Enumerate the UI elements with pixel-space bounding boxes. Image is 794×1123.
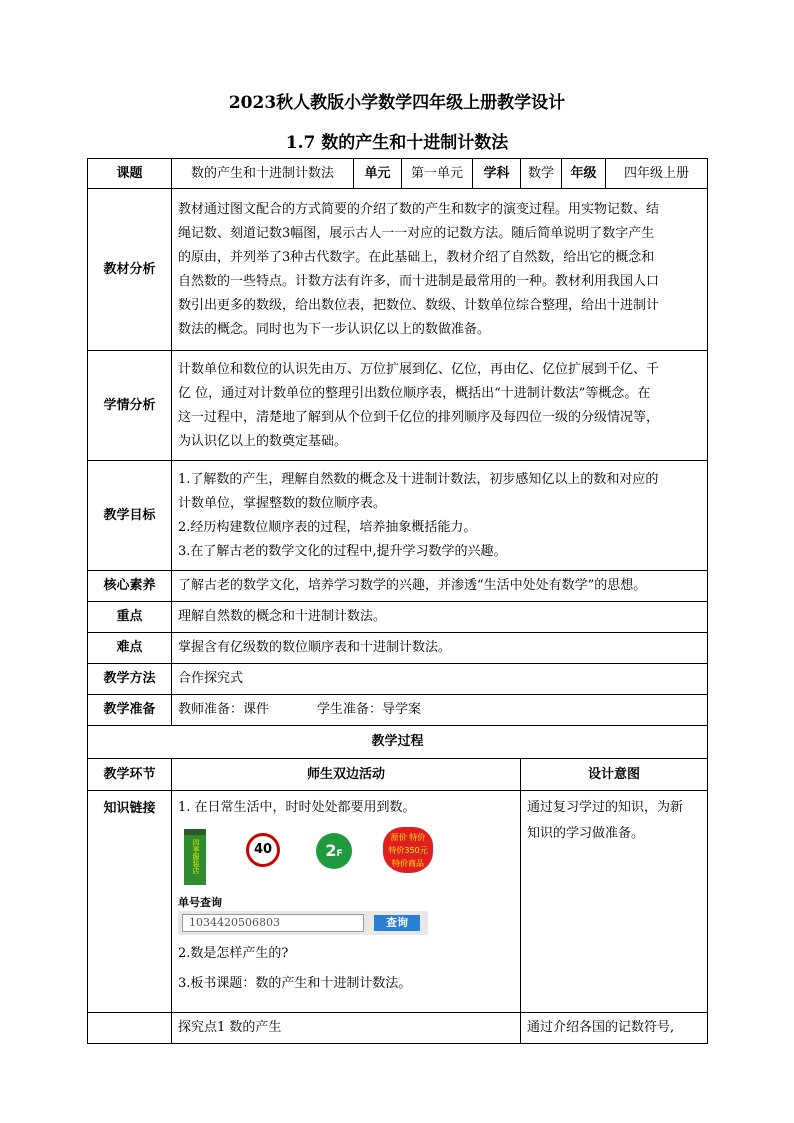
textbook-analysis-row	[88, 189, 708, 351]
preparation-label: 教学准备	[88, 695, 172, 726]
difficulty-row	[88, 633, 708, 664]
text-line: 计数单位，掌握整数的数位顺序表。	[178, 495, 387, 511]
text-line: 1.了解数的产生，理解自然数的概念及十进制计数法，初步感知亿以上的数和对应的	[178, 471, 659, 487]
grade-label: 年级	[562, 159, 606, 189]
tracking-query-widget	[178, 895, 428, 935]
lesson-title: 1.7 数的产生和十进制计数法	[285, 133, 509, 153]
key-point-label: 重点	[88, 602, 172, 633]
teacher-preparation: 教师准备：课件	[178, 702, 270, 717]
method-row	[88, 664, 708, 695]
student-preparation: 学生准备：导学案	[317, 702, 422, 717]
header-row	[88, 159, 708, 189]
price-tag-image: 原价 特价 特价350元 特价商品	[383, 827, 433, 873]
method-label: 教学方法	[88, 664, 172, 695]
process-heading-row	[88, 726, 708, 759]
process-columns-row	[88, 759, 708, 791]
key-point-text: 理解自然数的概念和十进制计数法。	[172, 602, 708, 633]
text-line: 教材通过图文配合的方式简要的介绍了数的产生和数字的演变过程。用实物记数、结	[178, 201, 660, 217]
text-line: 3.在了解古老的数学文化的过程中,提升学习数学的兴趣。	[178, 543, 507, 559]
objectives-row	[88, 461, 708, 571]
method-text: 合作探究式	[172, 664, 708, 695]
textbook-analysis-text	[172, 189, 708, 351]
text-line: 亿 位，通过对计数单位的整理引出数位顺序表，概括出“十进制计数法”等概念。在	[178, 385, 651, 401]
textbook-analysis-label: 教材分析	[88, 189, 172, 351]
text-line: 数引出更多的数级，给出数位表，把数位、数级、计数单位综合整理，给出十进制计	[178, 297, 660, 313]
text-line: 自然数的一些特点。计数方法有许多，而十进制是最常用的一种。教材利用我国人口	[178, 273, 660, 289]
explore-stage-cell	[88, 1013, 172, 1044]
student-analysis-text	[172, 351, 708, 461]
process-heading: 教学过程	[88, 726, 708, 759]
explore-row	[88, 1013, 708, 1044]
core-literacy-text: 了解古老的数学文化，培养学习数学的兴趣，并渗透“生活中处处有数学”的思想。	[172, 571, 708, 602]
text-line: 2.经历构建数位顺序表的过程，培养抽象概括能力。	[178, 519, 477, 535]
query-box	[178, 911, 428, 935]
knowledge-link-label: 知识链接	[88, 791, 172, 1013]
col-intent-header: 设计意图	[521, 759, 708, 791]
query-title: 单号查询	[178, 896, 222, 909]
key-point-row	[88, 602, 708, 633]
floor-sign: 2F	[316, 833, 352, 869]
text-line: 数法的概念。同时也为下一步认识亿以上的数做准备。	[178, 321, 491, 337]
text-line: 计数单位和数位的认识先由万、万位扩展到亿、亿位，再由亿、亿位扩展到千亿、千	[178, 361, 660, 377]
subject-value: 数学	[521, 159, 562, 189]
link-item-2: 2.数是怎样产生的?	[178, 946, 289, 961]
text-line: 通过复习学过的知识，为新	[527, 800, 684, 815]
col-stage-header: 教学环节	[88, 759, 172, 791]
shop-banner-image: 四季服装店	[184, 829, 206, 885]
topic-value: 数的产生和十进制计数法	[172, 159, 354, 189]
knowledge-link-intent	[521, 791, 708, 1013]
text-line: 知识的学习做准备。	[527, 826, 645, 841]
core-literacy-label: 核心素养	[88, 571, 172, 602]
objectives-label: 教学目标	[88, 461, 172, 571]
col-activity-header: 师生双边活动	[172, 759, 521, 791]
query-button: 查询	[374, 915, 420, 931]
unit-label: 单元	[354, 159, 402, 189]
preparation-row	[88, 695, 708, 726]
preparation-text	[172, 695, 708, 726]
topic-label: 课题	[88, 159, 172, 189]
difficulty-text: 掌握含有亿级数的数位顺序表和十进制计数法。	[172, 633, 708, 664]
explore-activity: 探究点1 数的产生	[172, 1013, 521, 1044]
text-line: 这一过程中，清楚地了解到从个位到千亿位的排列顺序及每四位一级的分级情况等，	[178, 409, 660, 425]
text-line: 的原由，并列举了3种古代数字。在此基础上，教材介绍了自然数，给出它的概念和	[178, 249, 655, 265]
knowledge-link-row	[88, 791, 708, 1013]
daily-numbers-pictures	[178, 827, 514, 889]
student-analysis-label: 学情分析	[88, 351, 172, 461]
link-item-1: 1. 在日常生活中，时时处处都要用到数。	[178, 800, 416, 815]
difficulty-label: 难点	[88, 633, 172, 664]
objectives-text	[172, 461, 708, 571]
text-line: 绳记数、刻道记数3幅图，展示古人一一对应的记数方法。随后简单说明了数字产生	[178, 225, 655, 241]
link-item-3: 3.板书课题：数的产生和十进制计数法。	[178, 976, 412, 991]
knowledge-link-activity	[172, 791, 521, 1013]
unit-value: 第一单元	[402, 159, 473, 189]
subject-label: 学科	[473, 159, 521, 189]
query-input: 1034420506803	[182, 914, 364, 932]
grade-value: 四年级上册	[606, 159, 708, 189]
lesson-plan-table	[87, 158, 708, 1044]
document-title: 2023秋人教版小学数学四年级上册教学设计	[228, 93, 566, 113]
text-line: 为认识亿以上的数奠定基础。	[178, 433, 348, 449]
core-literacy-row	[88, 571, 708, 602]
speed-limit-sign: 40	[246, 833, 280, 867]
student-analysis-row	[88, 351, 708, 461]
explore-intent: 通过介绍各国的记数符号,	[521, 1013, 708, 1044]
